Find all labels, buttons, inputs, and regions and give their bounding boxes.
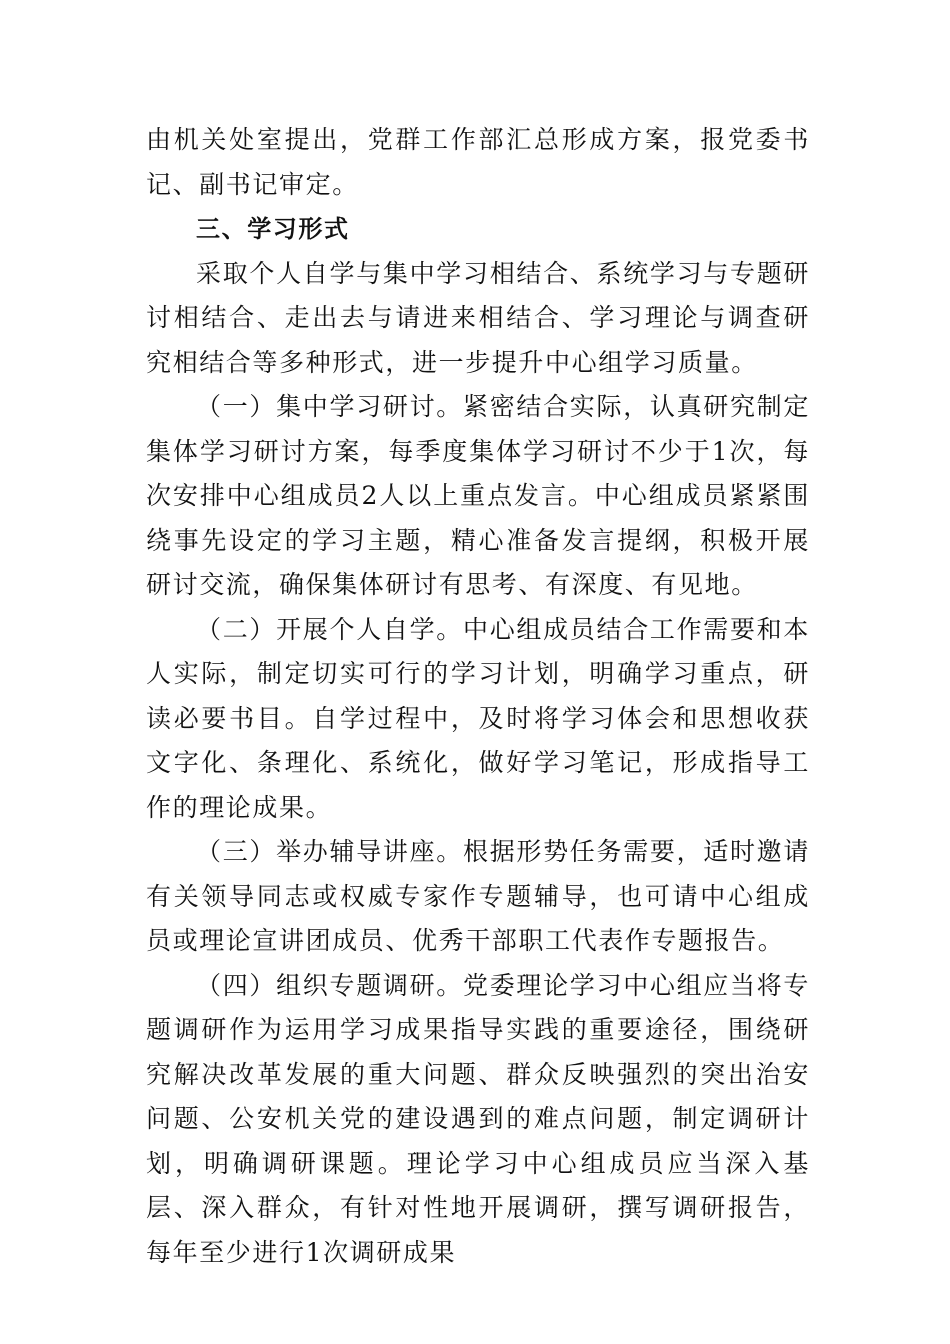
paragraph-learning-forms: 采取个人自学与集中学习相结合、系统学习与专题研讨相结合、走出去与请进来相结合、学习理论与调查研究相结合等多种形式，进一步提升中心组学习质量。: [146, 258, 810, 377]
paragraph-collective-study-body: 紧密结合实际，认真研究制定集体学习研讨方案，每季度集体学习研讨不少于1次，每次安排中心组成员2人以上重点发言。中心组成员紧紧围绕事先设定的学习主题，精心准备发言提纲，积极开展研讨交流，确保集体研讨有思考、有深度、有见地。: [146, 392, 810, 599]
paragraph-collective-study: [146, 385, 810, 608]
subheading-lectures: （三）举办辅导讲座。: [196, 837, 463, 866]
subheading-self-study: （二）开展个人自学。: [196, 614, 463, 644]
subheading-collective-study: （一）集中学习研讨。: [196, 392, 463, 421]
paragraph-self-study: [146, 608, 810, 831]
paragraph-lectures: [146, 830, 810, 964]
paragraph-research: [146, 964, 810, 1276]
section-heading: 三、学习形式: [196, 215, 350, 243]
paragraph-research-body: 党委理论学习中心组应当将专题调研作为运用学习成果指导实践的重要途径，围绕研究解决改革发展的重大问题、群众反映强烈的突出治安问题、公安机关党的建设遇到的难点问题，制定调研计划，明确调研课题。理论学习中心组成员应当深入基层、深入群众，有针对性地开展调研，撰写调研报告，每年至少进行1次调研成果: [146, 970, 810, 1267]
document-page: [146, 118, 810, 1275]
subheading-research: （四）组织专题调研。: [196, 970, 463, 1000]
paragraph-self-study-body: 中心组成员结合工作需要和本人实际，制定切实可行的学习计划，明确学习重点，研读必要书目。自学过程中，及时将学习体会和思想收获文字化、条理化、系统化，做好学习笔记，形成指导工作的理论成果。: [146, 614, 810, 822]
paragraph-lectures-body: 根据形势任务需要，适时邀请有关领导同志或权威专家作专题辅导，也可请中心组成员或理论宣讲团成员、优秀干部职工代表作专题报告。: [146, 837, 810, 955]
paragraph-continuation: 由机关处室提出，党群工作部汇总形成方案，报党委书记、副书记审定。: [146, 125, 810, 199]
